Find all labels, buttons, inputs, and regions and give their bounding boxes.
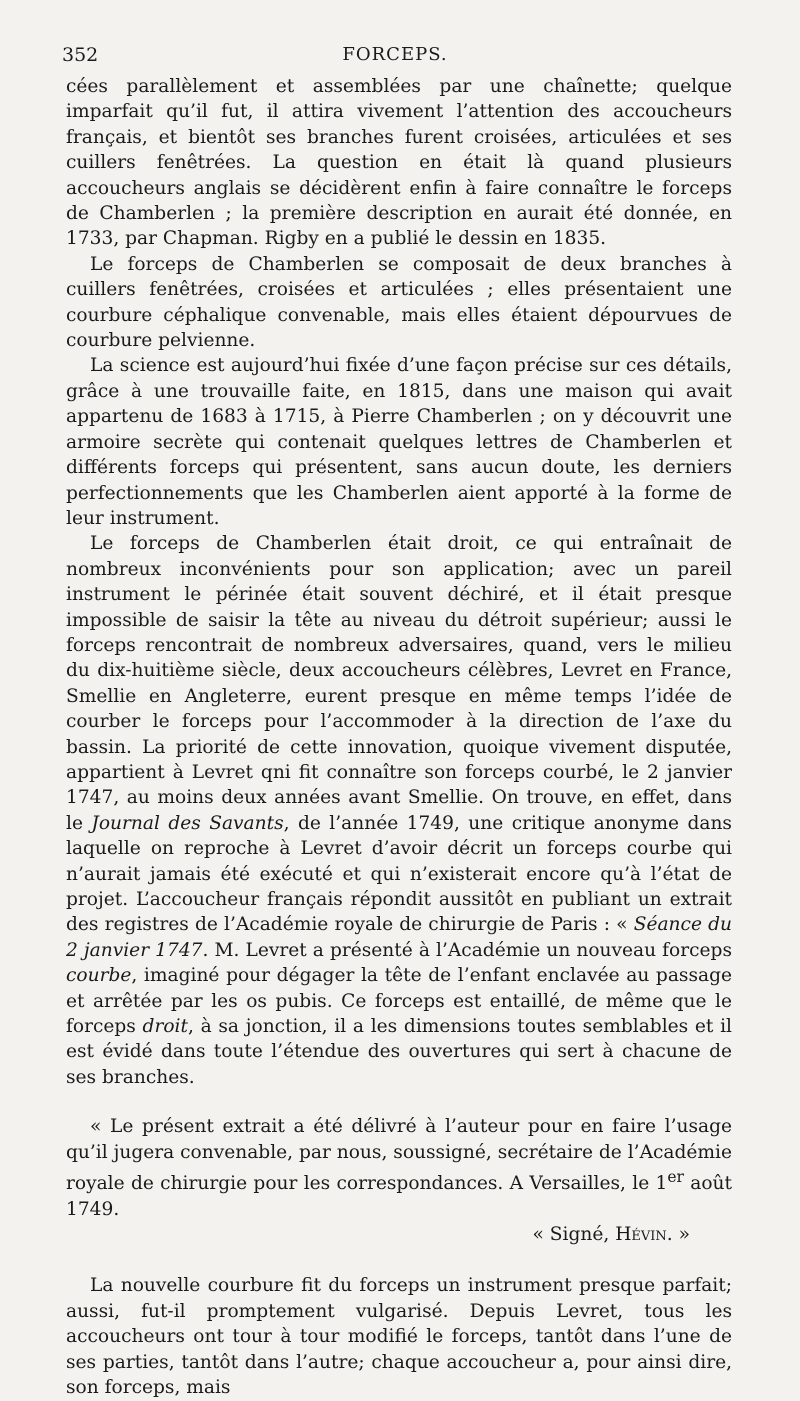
paragraph-chamberlen-forceps: Le forceps de Chamberlen se composait de deux branches à cuillers fenêtrées, croisées et articulées ; elles présentaient une courbure céphalique convenable, mais elles étaient dépourvues de courbure pelvienne. bbox=[66, 253, 732, 352]
paragraph-discovery: La science est aujourd’hui fixée d’une façon précise sur ces détails, grâce à une trouvaille faite, en 1815, dans une maison qui avait appartenu de 1683 à 1715, à Pierre Chamberlen ; on y découvrit une armoire secrète qui contenait quelques lettres de Chamberlen et différents forceps qui présentent, sans aucun doute, les derniers perfectionnements que les Chamberlen aient apporté à la forme de leur instrument. bbox=[66, 355, 732, 529]
quote-text: « Le présent extrait a été délivré à l’auteur pour en faire l’usage qu’il jugera convenable, par nous, soussigné, secrétaire de l’Académie royale de chirurgie pour les correspondances. A Versailles, le 1 bbox=[66, 1116, 732, 1195]
levret-text-1: Le forceps de Chamberlen était droit, ce qui entraînait de nombreux inconvénients pour son application; avec un pareil instrument le périnée était souvent déchiré, et il était presque impossible de saisir la tête au niveau du détroit supérieur; aussi le forceps rencontrait de nombreux adversaires, quand, vers le milieu du dix-huitième siècle, deux accoucheurs célèbres, Levret en France, Smellie en Angleterre, eurent presque en même temps l’idée de courber le forceps pour l’accommoder à la direction de l’axe du bassin. La priorité de cette innovation, quoique vivement disputée, appartient à Levret qni fit connaître son forceps courbé, le 2 janvier 1747, au moins deux années avant Smellie. On trouve, en effet, dans le bbox=[66, 533, 732, 834]
paragraph-continuation: cées parallèlement et assemblées par une chaînette; quelque imparfait qu’il fut, il attira vivement l’attention des accoucheurs français, et bientôt ses branches furent croisées, articulées et ses cuillers fenêtrées. La question en était là quand plusieurs accoucheurs anglais se décidèrent enfin à faire connaître le forceps de Chamberlen ; la première description en aurait été donnée, en 1733, par Chapman. Rigby en a publié le dessin en 1835. bbox=[66, 76, 732, 250]
journal-title: Journal des Savants bbox=[91, 812, 284, 834]
word-courbe: courbe bbox=[66, 965, 132, 987]
paragraph-final: La nouvelle courbure fit du forceps un instrument presque parfait; aussi, fut-il promptement vulgarisé. Depuis Levret, tous les accoucheurs ont tour à tour modifié le forceps, tantôt dans l’une de ses parties, tantôt dans l’autre; chaque accoucheur a, pour ainsi dire, son forceps, mais bbox=[66, 1275, 732, 1399]
seance-date: Séance du 2 janvier 1747 bbox=[66, 914, 732, 961]
signature-suffix: . » bbox=[666, 1224, 690, 1246]
quote-paragraph bbox=[66, 1114, 732, 1222]
levret-text-2: , de l’année 1749, une critique anonyme dans laquelle on reproche à Levret d’avoir décrit un forceps courbe qui n’aurait jamais été exécuté et qui n’existerait encore qu’à l’état de projet. L’accoucheur français répondit aussitôt en publiant un extrait des registres de l’Académie royale de chirurgie de Paris : « bbox=[66, 812, 732, 936]
levret-text-4: , imaginé pour dégager la tête de l’enfant enclavée au passage et arrêtée par les os pubis. Ce forceps est entaillé, de même que le forceps bbox=[66, 965, 732, 1038]
page-number: 352 bbox=[62, 44, 99, 66]
levret-text-5: , à sa jonction, il a les dimensions toutes semblables et il est évidé dans toute l’étendue des ouvertures qui sert à chacune de ses branches. bbox=[66, 1016, 732, 1088]
levret-text-3: . M. Levret a présenté à l’Académie un nouveau forceps bbox=[202, 939, 733, 961]
quote-date: août 1749. bbox=[66, 1173, 732, 1220]
running-title: FORCEPS. bbox=[342, 44, 448, 65]
body-text bbox=[66, 74, 732, 1401]
quote-superscript: er bbox=[667, 1168, 684, 1187]
signature-prefix: « Signé, bbox=[532, 1224, 616, 1246]
paragraph-levret bbox=[66, 531, 732, 1090]
signature-name: Hévin bbox=[615, 1224, 667, 1246]
signature bbox=[66, 1222, 732, 1247]
page-header bbox=[62, 44, 728, 74]
word-droit: droit bbox=[142, 1016, 188, 1038]
